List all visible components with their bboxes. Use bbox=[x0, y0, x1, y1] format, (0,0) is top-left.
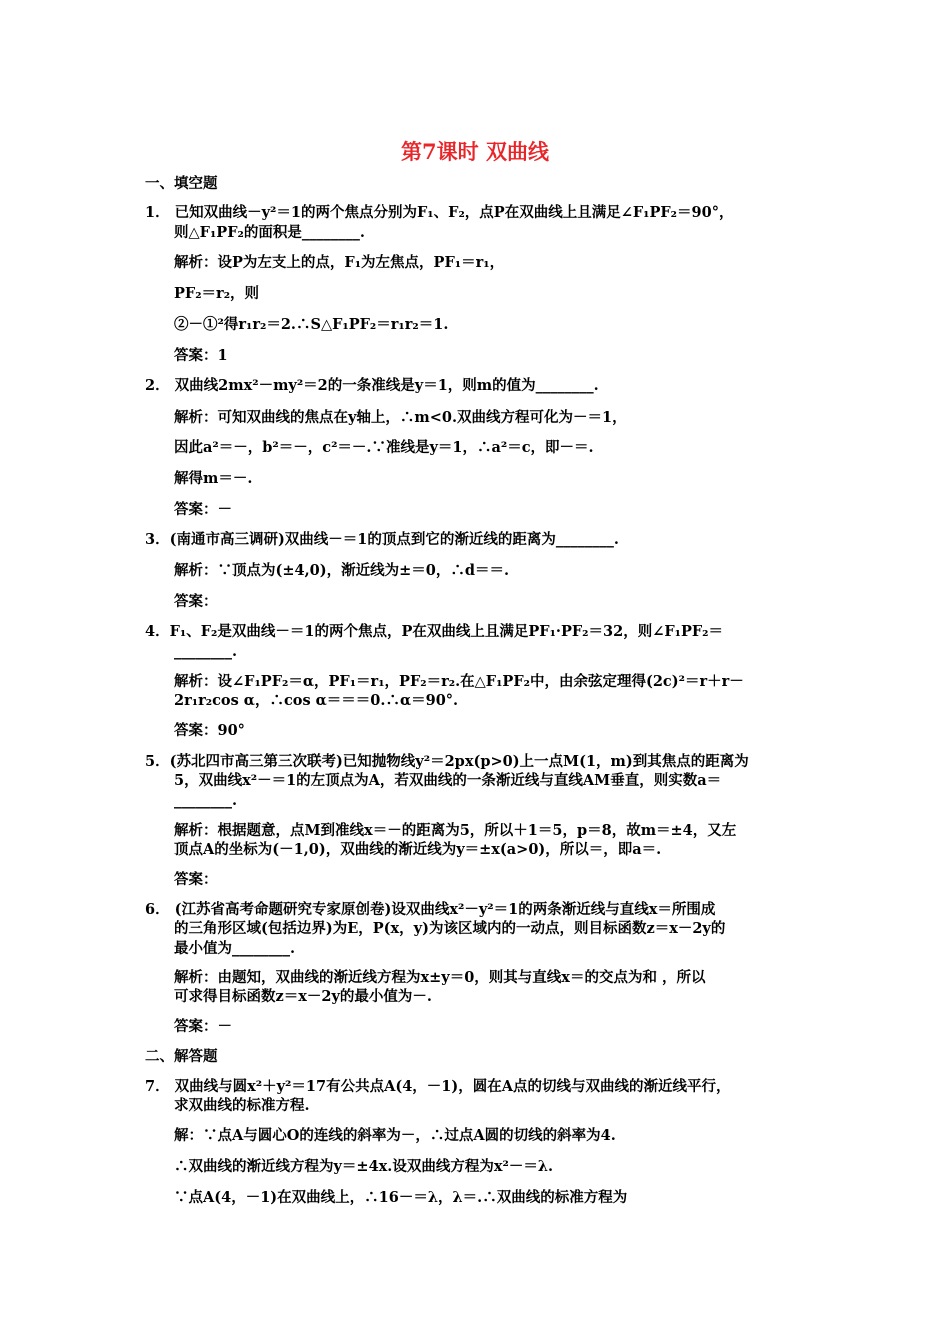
text-line: 答案：－ bbox=[174, 1018, 232, 1035]
text-line: 二、解答题 bbox=[145, 1048, 218, 1065]
text-line: 因此a²＝－，b²＝－，c²＝－.∵准线是y＝1，∴a²＝c，即－＝. bbox=[174, 439, 594, 456]
text-line: 解析：由题知，双曲线的渐近线方程为x±y＝0，则其与直线x＝的交点为和 ，所以 bbox=[174, 969, 706, 986]
text-line: ②－①²得r₁r₂＝2.∴S△F₁PF₂＝r₁r₂＝1. bbox=[174, 316, 449, 333]
text-line: 可求得目标函数z＝x－2y的最小值为－. bbox=[174, 988, 432, 1005]
text-line: 答案：－ bbox=[174, 501, 232, 518]
text-line: 1． 已知双曲线－y²＝1的两个焦点分别为F₁、F₂，点P在双曲线上且满足∠F₁PF₂＝90°， bbox=[145, 204, 734, 221]
text-line: 解析：设∠F₁PF₂＝α，PF₁＝r₁，PF₂＝r₂.在△F₁PF₂中，由余弦定理得(2c)²＝r＋r－ bbox=[174, 673, 744, 690]
text-line: 的三角形区域(包括边界)为E，P(x，y)为该区域内的一动点，则目标函数z＝x－2y的 bbox=[174, 920, 726, 937]
text-line: 7． 双曲线与圆x²＋y²＝17有公共点A(4，－1)，圆在A点的切线与双曲线的渐近线平行， bbox=[145, 1078, 731, 1095]
text-line: 答案： bbox=[174, 871, 218, 888]
text-line: 一、填空题 bbox=[145, 175, 218, 192]
page-title: 第7课时 双曲线 bbox=[401, 139, 549, 164]
text-line: 解析：根据题意，点M到准线x＝－的距离为5，所以＋1＝5，p＝8，故m＝±4，又左 bbox=[174, 822, 737, 839]
text-line: 4．F₁、F₂是双曲线－＝1的两个焦点，P在双曲线上且满足PF₁·PF₂＝32，则∠F₁PF₂＝ bbox=[145, 623, 724, 640]
text-line: 最小值为________. bbox=[174, 940, 296, 957]
text-line: 解析：可知双曲线的焦点在y轴上，∴m<0.双曲线方程可化为－＝1， bbox=[174, 409, 627, 426]
text-line: 则△F₁PF₂的面积是________. bbox=[174, 224, 365, 241]
text-line: 解析：∵顶点为(±4,0)，渐近线为±＝0，∴d＝＝. bbox=[174, 562, 510, 579]
text-line: 答案： bbox=[174, 593, 218, 610]
text-line: 顶点A的坐标为(－1,0)，双曲线的渐近线为y＝±x(a>0)，所以＝，即a＝. bbox=[174, 841, 662, 858]
text-line: 6． (江苏省高考命题研究专家原创卷)设双曲线x²－y²＝1的两条渐近线与直线x＝所围成 bbox=[145, 901, 716, 918]
text-line: ________. bbox=[174, 643, 238, 660]
text-line: ________. bbox=[174, 792, 238, 809]
text-line: ∵点A(4，－1)在双曲线上，∴16－＝λ，λ＝.∴双曲线的标准方程为 bbox=[174, 1189, 628, 1206]
text-line: 5．(苏北四市高三第三次联考)已知抛物线y²＝2px(p>0)上一点M(1，m)到其焦点的距离为 bbox=[145, 753, 749, 770]
text-line: 解：∵点A与圆心O的连线的斜率为－，∴过点A圆的切线的斜率为4. bbox=[174, 1127, 616, 1144]
text-line: 2． 双曲线2mx²－my²＝2的一条准线是y＝1，则m的值为________. bbox=[145, 377, 599, 394]
text-line: 解析：设P为左支上的点，F₁为左焦点，PF₁＝r₁， bbox=[174, 254, 505, 271]
text-line: 5，双曲线x²－＝1的左顶点为A，若双曲线的一条渐近线与直线AM垂直，则实数a＝ bbox=[174, 772, 722, 789]
text-line: 求双曲线的标准方程. bbox=[174, 1097, 310, 1114]
text-line: 3．(南通市高三调研)双曲线－＝1的顶点到它的渐近线的距离为________. bbox=[145, 531, 619, 548]
text-line: 答案：1 bbox=[174, 347, 228, 364]
text-line: ∴双曲线的渐近线方程为y＝±4x.设双曲线方程为x²－＝λ. bbox=[174, 1158, 554, 1175]
text-line: 答案：90° bbox=[174, 722, 245, 739]
text-line: 解得m＝－. bbox=[174, 470, 253, 487]
text-line: PF₂＝r₂，则 bbox=[174, 285, 260, 302]
text-line: 2r₁r₂cos α，∴cos α＝＝＝0.∴α＝90°. bbox=[174, 692, 459, 709]
